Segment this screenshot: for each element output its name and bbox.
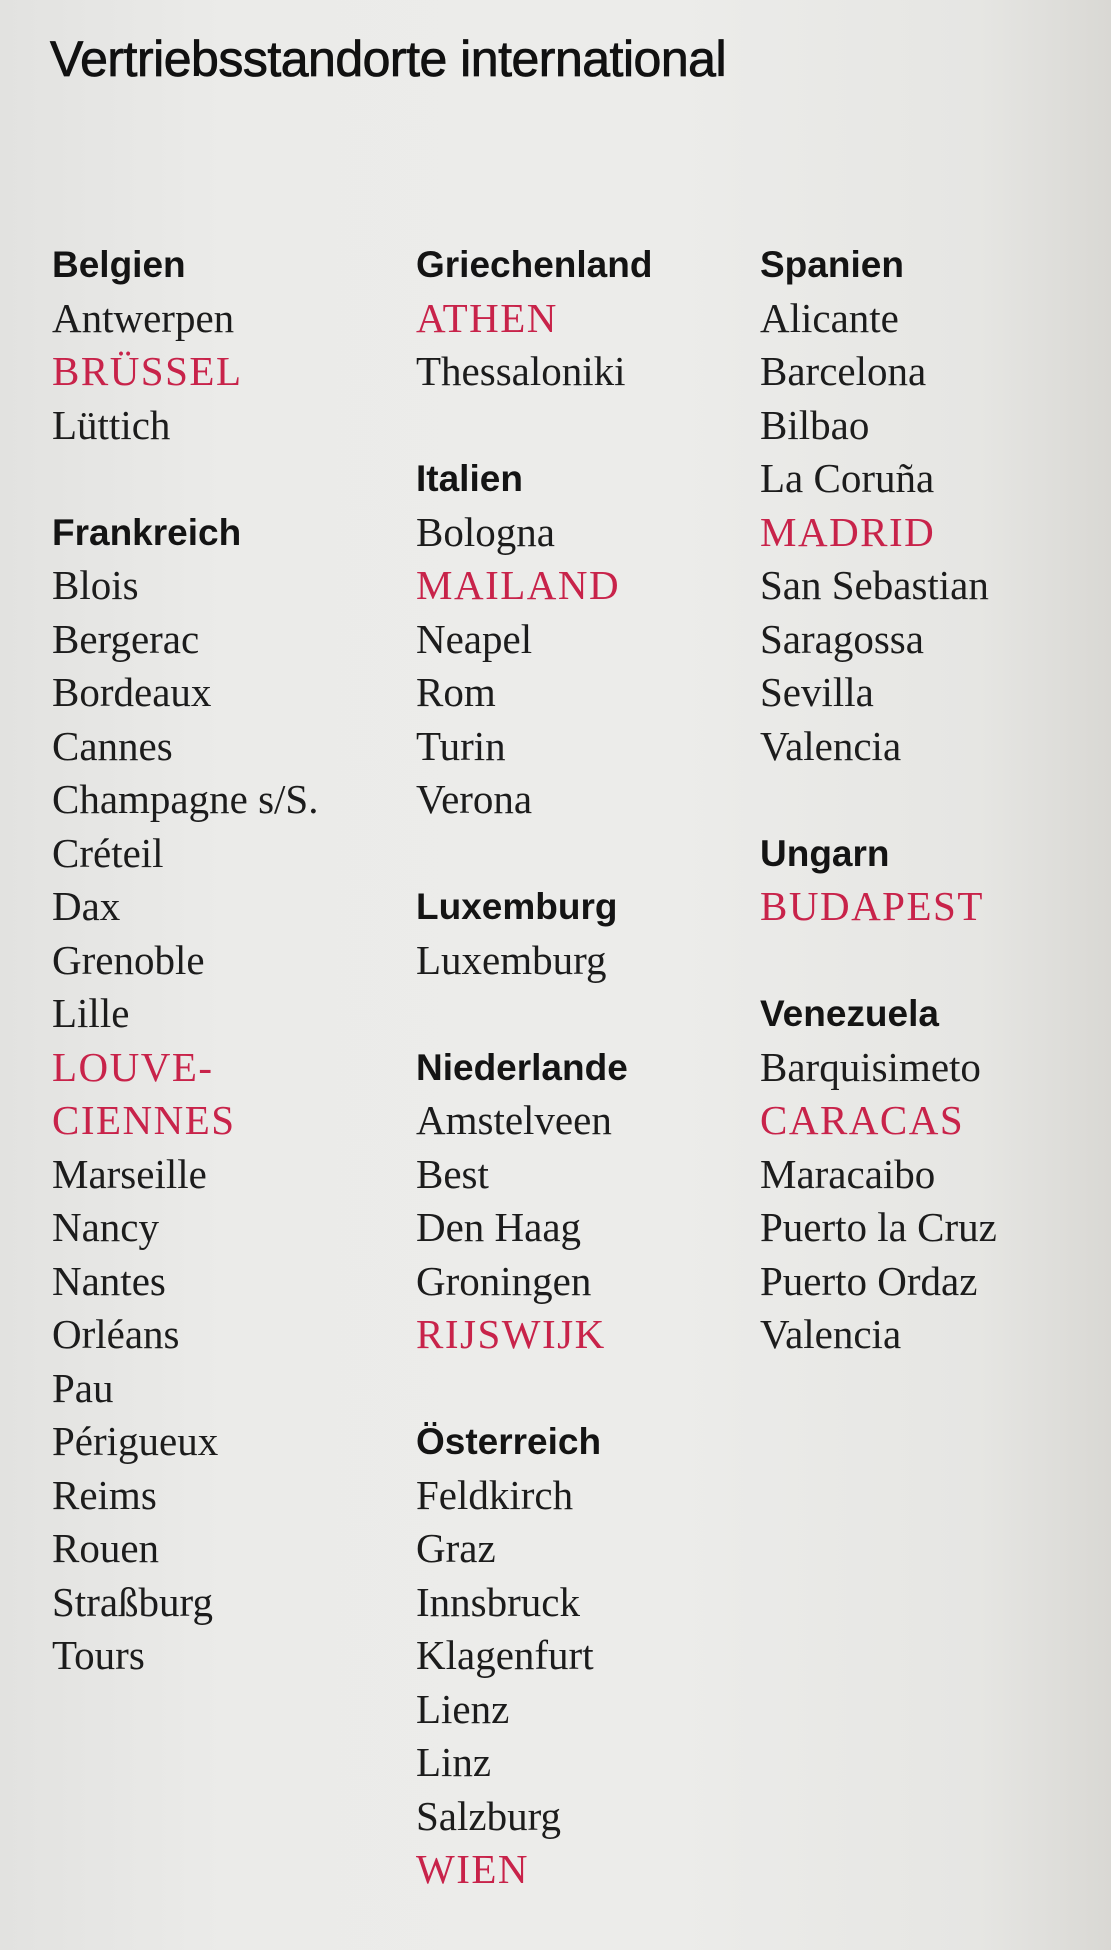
country-group-griechenland [416, 238, 652, 399]
country-group-spanien [760, 238, 997, 773]
column-3 [760, 238, 997, 1362]
city-item: Champagne s/S. [52, 776, 319, 822]
city-item: Bologna [416, 508, 555, 555]
city-item-highlighted: BUDAPEST [760, 883, 984, 929]
country-heading: Spanien [760, 244, 904, 285]
city-item: Créteil [52, 829, 164, 876]
country-group-luxemburg [416, 880, 652, 987]
city-item: Best [416, 1150, 489, 1197]
city-list [52, 292, 318, 453]
column-1 [52, 238, 318, 1683]
city-item: Orléans [52, 1311, 180, 1357]
city-item: Barcelona [760, 348, 927, 394]
city-item: Maracaibo [760, 1150, 936, 1197]
city-list [416, 506, 652, 827]
city-item: Marseille [52, 1150, 207, 1197]
city-item: Graz [416, 1525, 496, 1571]
city-list [760, 1041, 997, 1362]
city-item-highlighted: ATHEN [416, 294, 558, 341]
country-heading: Ungarn [760, 832, 890, 874]
country-heading: Italien [416, 458, 523, 499]
city-item: Valencia [760, 722, 902, 769]
city-item: Sevilla [760, 669, 874, 715]
city-list [416, 1469, 652, 1897]
country-heading: Niederlande [416, 1046, 628, 1088]
city-item: Pau [52, 1364, 114, 1411]
country-heading: Frankreich [52, 511, 242, 553]
city-item: Valencia [760, 1311, 902, 1357]
city-item: Lille [52, 990, 130, 1036]
city-item: Linz [416, 1739, 492, 1785]
city-item: Innsbruck [416, 1578, 580, 1625]
city-list [416, 934, 652, 988]
city-list [416, 292, 652, 399]
city-item: Cannes [52, 722, 173, 769]
country-group-niederlande [416, 1041, 652, 1362]
country-group-ungarn [760, 827, 997, 934]
page-title: Vertriebsstandorte international [50, 31, 727, 87]
city-list [760, 292, 997, 774]
city-item: Den Haag [416, 1204, 582, 1250]
country-heading: Belgien [52, 244, 186, 285]
city-item: Puerto la Cruz [760, 1204, 997, 1250]
city-item: Luxemburg [416, 936, 607, 983]
city-item: Nantes [52, 1257, 166, 1304]
city-item: Rom [416, 669, 496, 715]
country-heading: Österreich [416, 1421, 602, 1462]
city-list [760, 880, 997, 934]
city-item: Barquisimeto [760, 1043, 981, 1090]
city-item: Straßburg [52, 1578, 213, 1625]
city-item-highlighted: CIENNES [52, 1097, 236, 1143]
city-item: Reims [52, 1471, 157, 1518]
country-heading: Griechenland [416, 244, 653, 285]
city-item: Grenoble [52, 936, 205, 983]
city-item: Lüttich [52, 401, 171, 448]
city-list [52, 559, 318, 1683]
city-item: Groningen [416, 1257, 592, 1304]
city-item-highlighted: WIEN [416, 1846, 530, 1892]
country-group-osterreich [416, 1415, 652, 1897]
city-item-highlighted: MADRID [760, 508, 936, 555]
city-item: Turin [416, 722, 506, 769]
city-item: Tours [52, 1632, 145, 1678]
city-item-highlighted: BRÜSSEL [52, 348, 243, 394]
city-item-highlighted: LOUVE- [52, 1043, 214, 1090]
country-group-frankreich [52, 506, 318, 1683]
column-2 [416, 238, 652, 1897]
country-group-venezuela [760, 987, 997, 1362]
city-item-highlighted: MAILAND [416, 562, 621, 608]
city-item: Saragossa [760, 615, 924, 662]
city-item: Antwerpen [52, 294, 235, 341]
country-heading: Luxemburg [416, 886, 618, 927]
city-item: San Sebastian [760, 562, 989, 608]
city-item: Bilbao [760, 401, 870, 448]
city-item-highlighted: RIJSWIJK [416, 1311, 606, 1357]
country-group-italien [416, 452, 652, 827]
city-list [416, 1094, 652, 1362]
city-item: Verona [416, 776, 533, 822]
city-item: Puerto Ordaz [760, 1257, 978, 1304]
city-item: Blois [52, 562, 139, 608]
city-item: Thessaloniki [416, 348, 626, 394]
city-item: Bergerac [52, 615, 200, 662]
city-item: La Coruña [760, 455, 935, 501]
city-item: Bordeaux [52, 669, 212, 715]
city-item-highlighted: CARACAS [760, 1097, 965, 1143]
city-item: Dax [52, 883, 121, 929]
city-item: Salzburg [416, 1792, 562, 1839]
city-item: Neapel [416, 615, 533, 662]
city-item: Périgueux [52, 1418, 219, 1464]
city-item: Rouen [52, 1525, 160, 1571]
country-heading: Venezuela [760, 993, 939, 1034]
city-item: Amstelveen [416, 1097, 612, 1143]
city-item: Nancy [52, 1204, 160, 1250]
city-item: Lienz [416, 1685, 510, 1732]
city-item: Klagenfurt [416, 1632, 594, 1678]
country-group-belgien [52, 238, 318, 452]
city-item: Alicante [760, 294, 899, 341]
city-item: Feldkirch [416, 1471, 574, 1518]
